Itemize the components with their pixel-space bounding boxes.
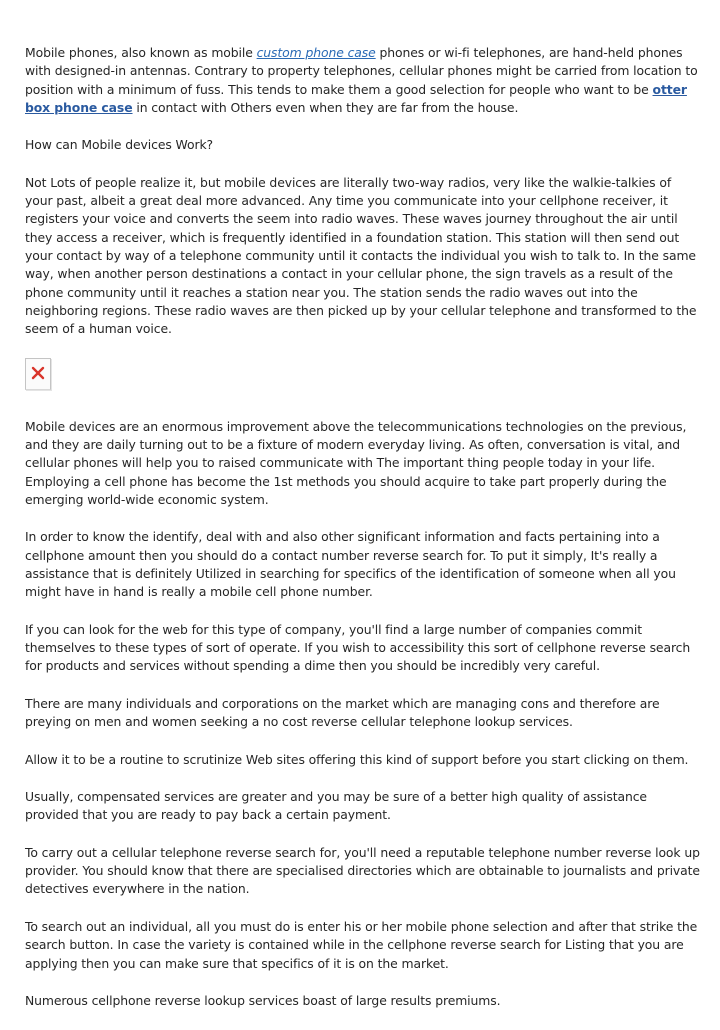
paragraph-how-phones-work: Not Lots of people realize it, but mobile devices are literally two-way radios, very like the walkie-talkies of your past, albeit a great deal more advanced. Any time you communicate into your cellphone receiver, it registers your voice and converts the seem into radio waves. These waves journey throughout the air until they access a receiver, which is frequently identified in a foundation station. This station will then send out your contact by way of a telephone community until it contacts the individual you wish to talk to. In the same way, when another person destinations a contact in your cellular phone, the sign travels as a result of the phone community until it reaches a station near you. The station sends the radio waves out into the neighboring regions. These radio waves are then picked up by your cellular telephone and transformed to the seem of a human voice. — [25, 174, 697, 337]
paragraph-cons-warning: There are many individuals and corporations on the market which are managing cons and therefore are preying on men and women seeking a no cost reverse cellular telephone lookup services. — [25, 695, 660, 730]
intro-text-start: Mobile phones, also known as mobile — [25, 45, 257, 60]
paragraph-scrutinize: Allow it to be a routine to scrutinize Web sites offering this kind of support before you start clicking on them. — [25, 751, 689, 767]
paragraph-web-search: If you can look for the web for this type of company, you'll find a large number of companies commit themselves to these types of sort of operate. If you wish to accessibility this sort of cellphone reverse search for products and services without spending a dime then you should be incredibly very careful. — [25, 621, 691, 674]
section-heading: How can Mobile devices Work? — [25, 137, 213, 153]
paragraph-improvement: Mobile devices are an enormous improvement above the telecommunications technologies on the previous, and they are daily turning out to be a fixture of modern everyday living. As often, conversation is vital, and cellular phones will help you to raised communicate with The important thing people today in your life. Employing a cell phone has become the 1st methods you should acquire to take part properly during the emerging world-wide economic system. — [25, 418, 687, 507]
paragraph-reputable-provider: To carry out a cellular telephone reverse search for, you'll need a reputable telephone number reverse look up provider. You should know that there are specialised directories which are obtainable to journalists and private detectives everywhere in the nation. — [25, 844, 700, 897]
broken-image — [25, 358, 51, 390]
otter-box-phone-case-link[interactable]: otter box phone case — [25, 81, 687, 115]
broken-image-icon — [31, 366, 45, 380]
paragraph-success-rates: Numerous cellphone reverse lookup services boast of large results premiums. — [25, 993, 501, 1009]
paragraph-paid-services: Usually, compensated services are greater and you may be sure of a better high quality of assistance provided that you are ready to pay back a certain payment. — [25, 789, 647, 823]
intro-paragraph — [25, 44, 700, 117]
custom-phone-case-link[interactable]: custom phone case — [256, 45, 376, 60]
intro-text-middle: phones or wi-fi telephones, are hand-held phones with designed-in antennas. Contrary to property telephones, cellular phones might be carried from location to position with a minimum of fuss. This tends to make them a good selection for people who want to be — [25, 45, 698, 97]
paragraph-reverse-lookup: In order to know the identify, deal with and also other significant information and facts pertaining into a cellphone amount then you should do a contact number reverse search for. To put it simply, It's really a assistance that is definitely Utilized in searching for specifics of the identification of someone when all you might have in hand is really a mobile cell phone number. — [25, 529, 676, 600]
article-body — [25, 44, 700, 1030]
intro-text-end: in contact with Others even when they are far from the house. — [132, 99, 519, 115]
paragraph-search-steps: To search out an individual, all you must do is enter his or her mobile phone selection and after that strike the search button. In case the variety is contained while in the cellphone reverse search for Listing that you are applying then you can make sure that specifics of it is on the market. — [25, 918, 698, 971]
